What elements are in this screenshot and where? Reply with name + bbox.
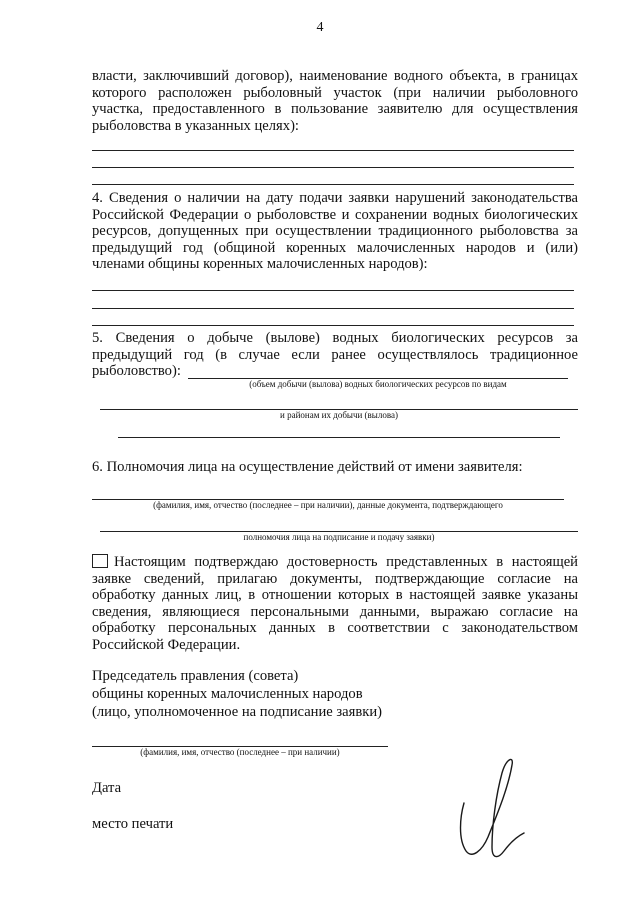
fill-line [92, 167, 574, 168]
signer-line-2: общины коренных малочисленных народов [92, 686, 363, 702]
date-label: Дата [92, 780, 122, 796]
section5-caption-2: и районам их добычи (вылова) [280, 410, 398, 420]
signer-line-3: (лицо, уполномоченное на подписание заявки) [92, 704, 383, 720]
consent-block [92, 554, 578, 654]
section5-text: 5. Сведения о добыче (вылове) водных биологических ресурсов за предыдущий год (в случае если ранее осуществлялось традиционное рыболовство): [92, 330, 578, 380]
fill-line [92, 150, 574, 151]
fill-line [92, 325, 574, 326]
section6-caption-1: (фамилия, имя, отчество (последнее – при наличии), данные документа, подтверждающего [153, 500, 503, 510]
consent-text: Настоящим подтверждаю достоверность представленных в настоящей заявке сведений, прилагаю документы, подтверждающие согласие на обработку данных лиц, в отношении которых в настоящей заявке указаны сведения, являющиеся персональными данными, выражаю согласие на обработку персональных данных в соответствии с законодательством Российской Федерации. [92, 554, 578, 653]
section4-text: 4. Сведения о наличии на дату подачи заявки нарушений законодательства Российской Федерации о рыболовстве и сохранении водных биологических ресурсов, допущенных при осуществлении традиционного рыболовства за предыдущий год (общиной коренных малочисленных народов и (или) членами общины коренных малочисленных народов): [92, 190, 578, 273]
fill-line [92, 184, 574, 185]
fill-line [92, 308, 574, 309]
page-number: 4 [316, 20, 324, 35]
signer-caption: (фамилия, имя, отчество (последнее – при наличии) [140, 747, 340, 757]
section3-continued-text: власти, заключивший договор), наименование водного объекта, в границах которого расположен рыболовный участок (при наличии рыболовного участка, предоставленного в пользование заявителю для осуществления рыболовства в указанных целях): [92, 68, 578, 134]
seal-label: место печати [92, 816, 174, 832]
fill-line [92, 290, 574, 291]
section6-text: 6. Полномочия лица на осуществление действий от имени заявителя: [92, 459, 523, 475]
consent-checkbox[interactable] [92, 554, 108, 568]
fill-line [118, 437, 560, 438]
signature-stroke [461, 759, 525, 856]
signer-line-1: Председатель правления (совета) [92, 668, 299, 684]
handwritten-signature [452, 755, 542, 865]
section5-caption-1: (объем добычи (вылова) водных биологических ресурсов по видам [249, 379, 507, 389]
section6-caption-2: полномочия лица на подписание и подачу заявки) [243, 532, 435, 542]
